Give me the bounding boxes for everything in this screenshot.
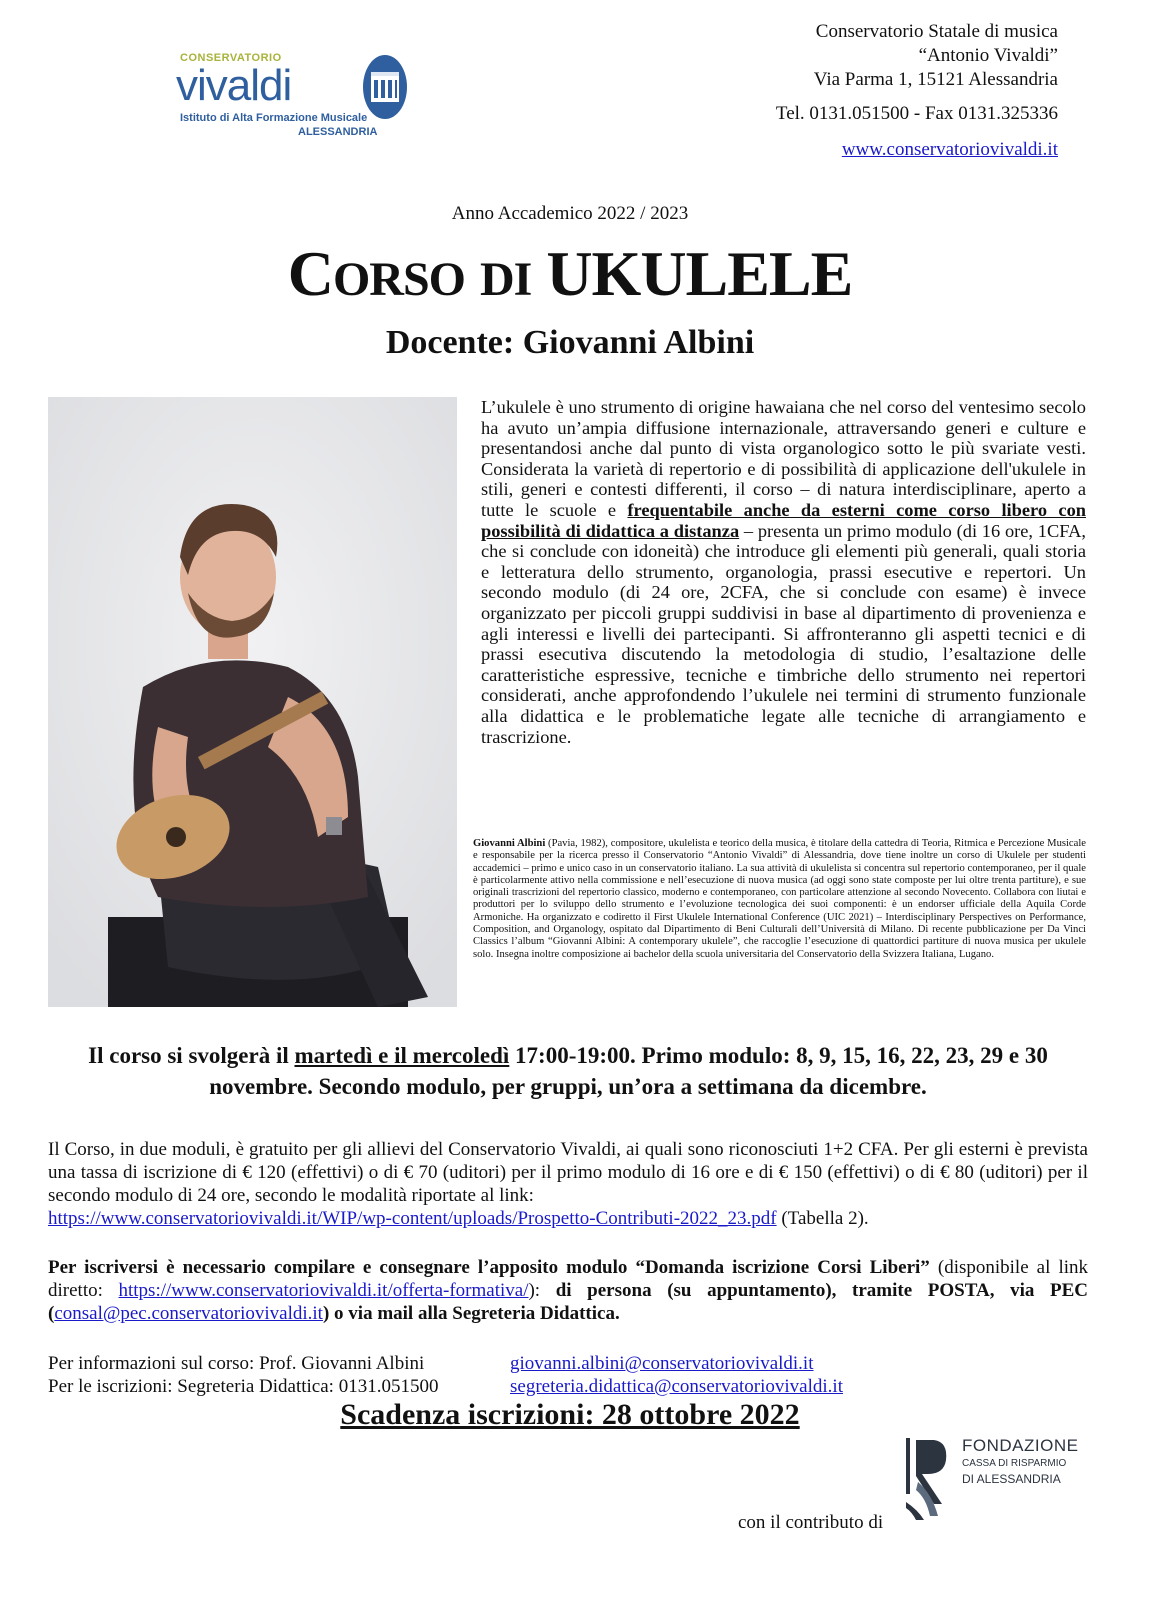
fondazione-line-3: DI ALESSANDRIA (962, 1472, 1061, 1486)
enroll-bold-3: ) o via mail alla Segreteria Didattica. (322, 1303, 620, 1324)
contact-enroll-label: Per le iscrizioni: Segreteria Didattica: 0131.051500 (48, 1376, 439, 1397)
logo-wordmark: vivaldi (176, 61, 292, 110)
logo-tag: CONSERVATORIO (180, 52, 282, 64)
contribution-label: con il contributo di (738, 1512, 884, 1533)
schedule-part-1: Il corso si svolgerà il (88, 1043, 295, 1068)
course-schedule (48, 1040, 1088, 1102)
enroll-bold-1: Per iscriversi è necessario compilare e consegnare l’apposito modulo “Domanda iscrizione Corsi Liberi” (48, 1257, 930, 1278)
page-title (0, 236, 1140, 318)
conservatorio-logo (172, 48, 412, 140)
secretariat-email-link[interactable]: segreteria.didattica@conservatoriovivaldi.it (510, 1376, 843, 1397)
intro-highlight: frequentabile anche da esterni come corso libero con possibilità di didattica a distanza (481, 499, 1086, 541)
title-orso: ORSO (332, 253, 465, 306)
teacher-bio (473, 838, 1086, 961)
teacher-email-link[interactable]: giovanni.albini@conservatoriovivaldi.it (510, 1353, 814, 1374)
bio-text: (Pavia, 1982), compositore, ukulelista e teorico della musica, è titolare della cattedra di Teoria, Ritmica e Percezione Musicale e responsabile per la ricerca presso il Conservatorio “Antonio Vivaldi” di Alessandria, dove tiene inoltre un corso di Ukulele per studenti accademici – primo e unico caso in un conservatorio italiano. La sua attività di ukulelista si concentra sul repertorio contemporaneo, per il quale è particolarmente attivo nella commissione e nell’esecuzione di nuova musica (ad oggi sono state composte per lui oltre trenta partiture), e sue originali trascrizioni del repertorio classico, moderno e contemporaneo, con particolare attenzione al secondo Novecento. Collabora con liutai e produttori per lo sviluppo dello strumento e l’evoluzione tecnologica dei suoi componenti: è un endorser ufficiale della Aquila Corde Armoniche. Ha organizzato e codiretto il First Ukulele International Conference (UIC 2021) – Interdisciplinary Perspectives on Performance, Composition, and Organology, ospitato dal Dipartimento di Beni Culturali dell’Università di Milano. Di recente pubblicazione per Da Vinci Classics l’album “Giovanni Albini: A contemporary ukulele”, che raccoglie l’esecuzione di quattordici partiture di nuova musica per ukulele solo. Insegna inoltre composizione ai bachelor della scuola universitaria del Conservatorio della Svizzera Italiana, Lugano. (473, 838, 1086, 960)
logo-city: ALESSANDRIA (298, 126, 378, 138)
logo-subtitle: Istituto di Alta Formazione Musicale (180, 112, 368, 124)
academic-year: Anno Accademico 2022 / 2023 (451, 203, 689, 224)
title-c: C (287, 238, 333, 309)
fondazione-title: FONDAZIONE (962, 1436, 1079, 1455)
enroll-plain-2: ): (528, 1280, 556, 1301)
schedule-part-2: 17:00-19:00. Primo modulo: 8, 9, 15, 16, 22, 23, 29 e 30 novembre. Secondo modulo, per gruppi, un’ora a settimana da dicembre. (209, 1043, 1048, 1099)
teacher-heading: Docente: Giovanni Albini (385, 324, 755, 361)
website-link[interactable]: www.conservatoriovivaldi.it (841, 139, 1058, 160)
fees-text: Il Corso, in due moduli, è gratuito per gli allievi del Conservatorio Vivaldi, ai quali sono riconosciuti 1+2 CFA. Per gli esterni è prevista una tassa di iscrizione di € 120 (effettivi) o di € 70 (uditori) per il primo modulo di 16 ore e di € 150 (effettivi) o di € 80 (uditori) per il secondo modulo di 24 ore, secondo le modalità riportate al link: (48, 1139, 1088, 1206)
fondazione-line-2: CASSA DI RISPARMIO (962, 1458, 1067, 1469)
fees-paragraph (48, 1138, 1088, 1230)
contact-info-label: Per informazioni sul corso: Prof. Giovanni Albini (48, 1353, 425, 1374)
address-phone: Tel. 0131.051500 - Fax 0131.325336 (775, 103, 1058, 124)
address-block (776, 20, 1058, 162)
portrait-photo-ukulele-player (48, 397, 457, 1007)
course-description (481, 397, 1086, 747)
fondazione-logo (904, 1432, 1094, 1522)
enrollment-deadline: Scadenza iscrizioni: 28 ottobre 2022 (340, 1398, 800, 1431)
title-di: DI (479, 253, 532, 306)
building-seal-icon (362, 54, 408, 120)
enrollment-paragraph (48, 1256, 1088, 1325)
fees-after: (Tabella 2). (776, 1208, 869, 1229)
intro-part-1: L’ukulele è uno strumento di origine hawaiana che nel corso del ventesimo secolo ha avuto un’ampia diffusione internazionale, attraversando generi e culture e presentandosi anche dal punto di vista organologico sotto le più svariate vesti. Considerata la varietà di repertorio e di possibilità di applicazione dell'ukulele in stili, generi e contesti differenti, il corso – di natura interdisciplinare, aperto a tutte le scuole e (481, 397, 1086, 520)
fondazione-emblem-icon (904, 1432, 958, 1522)
enroll-form-link[interactable]: https://www.conservatoriovivaldi.it/offerta-formativa/ (118, 1280, 529, 1301)
address-line-1: Conservatorio Statale di musica (815, 21, 1058, 42)
portrait-illustration (48, 397, 457, 1007)
enroll-bold-2: di persona (su appuntamento), tramite POSTA, via PEC ( (48, 1280, 1088, 1324)
schedule-days: martedì e il mercoledì (294, 1043, 510, 1068)
enroll-plain-1: (disponibile al link diretto: (48, 1257, 1088, 1301)
address-line-3: Via Parma 1, 15121 Alessandria (813, 69, 1058, 90)
bio-name: Giovanni Albini (473, 838, 546, 849)
fees-link[interactable]: https://www.conservatoriovivaldi.it/WIP/wp-content/uploads/Prospetto-Contributi-2022_23.pdf (48, 1208, 777, 1229)
pec-email-link[interactable]: consal@pec.conservatoriovivaldi.it (54, 1303, 323, 1324)
intro-part-2: – presenta un primo modulo (di 16 ore, 1CFA, che si conclude con idoneità) che introduce gli elementi più generali, quali storia e letteratura dello strumento, organologia, prassi esecutive e repertori. Un secondo modulo (di 24 ore, 2CFA, che si conclude con esame) è invece organizzato per piccoli gruppi suddivisi in base al dipartimento di provenienza e agli interessi e livelli dei partecipanti. Si affronteranno gli aspetti tecnici e di prassi esecutiva discutendo la metodologia di studio, l’esaltazione delle caratteristiche espressive, tecniche e timbriche dello strumento nei repertori considerati, anche approfondendo l’ukulele nei termini di strumento funzionale alla didattica e le problematiche legate alle tecniche di arrangiamento e trascrizione. (481, 520, 1086, 747)
address-line-2: “Antonio Vivaldi” (918, 45, 1058, 66)
title-ukulele: UKULELE (546, 238, 853, 309)
